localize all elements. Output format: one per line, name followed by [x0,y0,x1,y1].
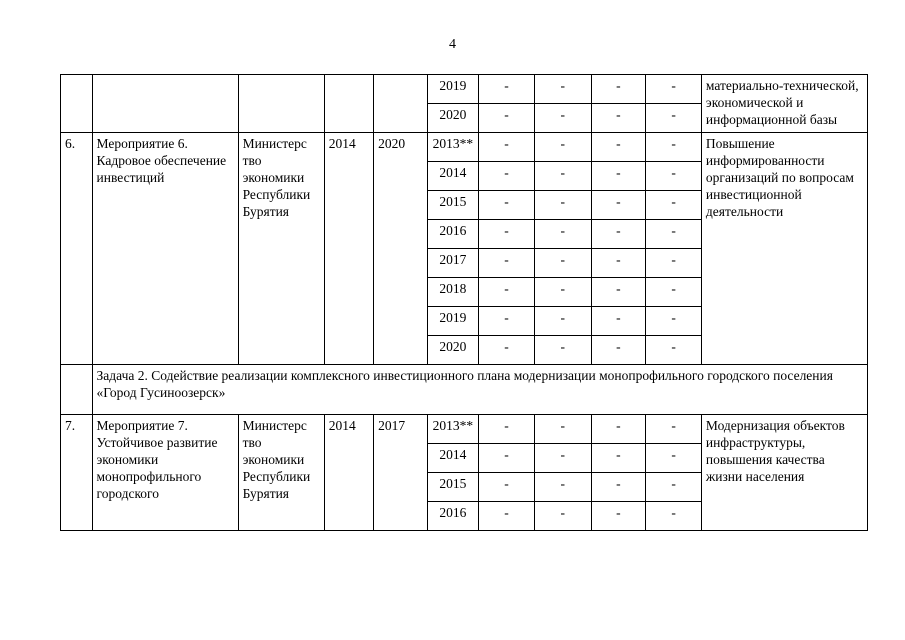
value-cell: - [646,502,702,531]
page-number: 4 [449,37,456,52]
num-cell [61,365,93,415]
year-cell: 2014 [427,444,478,473]
value-cell: - [534,307,591,336]
start-year-cell: 2014 [324,415,373,531]
value-cell: - [646,220,702,249]
value-cell: - [591,278,646,307]
value-cell: - [534,220,591,249]
value-cell: - [646,444,702,473]
executor-cell: Министерс тво экономики Республики Бурятия [238,133,324,365]
value-cell: - [591,336,646,365]
value-cell: - [479,104,535,133]
value-cell: - [479,307,535,336]
measure-7-block [61,415,868,531]
year-cell: 2016 [427,220,478,249]
table-row [61,415,868,444]
value-cell: - [534,415,591,444]
num-cell: 6. [61,133,93,365]
year-cell: 2020 [427,336,478,365]
start-year-cell [324,75,373,133]
value-cell: - [479,75,535,104]
measure-name-cell: Мероприятие 7. Устойчивое развитие экономики монопрофильного городского [92,415,238,531]
table-row [61,133,868,162]
value-cell: - [534,473,591,502]
value-cell: - [479,502,535,531]
value-cell: - [479,133,535,162]
year-cell: 2013** [427,133,478,162]
value-cell: - [591,191,646,220]
value-cell: - [646,75,702,104]
value-cell: - [646,415,702,444]
value-cell: - [479,336,535,365]
value-cell: - [591,473,646,502]
value-cell: - [534,133,591,162]
value-cell: - [591,162,646,191]
year-cell: 2015 [427,473,478,502]
value-cell: - [534,336,591,365]
value-cell: - [479,415,535,444]
start-year-cell: 2014 [324,133,373,365]
value-cell: - [646,249,702,278]
end-year-cell: 2020 [374,133,428,365]
program-measures-table [60,74,868,531]
year-cell: 2019 [427,75,478,104]
value-cell: - [479,278,535,307]
value-cell: - [591,307,646,336]
value-cell: - [591,104,646,133]
value-cell: - [646,278,702,307]
value-cell: - [591,415,646,444]
value-cell: - [591,444,646,473]
value-cell: - [534,249,591,278]
measure-6-block [61,133,868,365]
executor-cell: Министерс тво экономики Республики Бурятия [238,415,324,531]
value-cell: - [646,133,702,162]
value-cell: - [534,191,591,220]
year-cell: 2013** [427,415,478,444]
year-cell: 2014 [427,162,478,191]
num-cell: 7. [61,415,93,531]
value-cell: - [591,249,646,278]
value-cell: - [479,473,535,502]
value-cell: - [591,220,646,249]
value-cell: - [534,502,591,531]
year-cell: 2018 [427,278,478,307]
value-cell: - [646,473,702,502]
result-cell: Повышение информированности организаций по вопросам инвестиционной деятельности [701,133,867,365]
year-cell: 2017 [427,249,478,278]
value-cell: - [479,191,535,220]
value-cell: - [646,162,702,191]
year-cell: 2016 [427,502,478,531]
value-cell: - [646,191,702,220]
value-cell: - [591,502,646,531]
value-cell: - [534,162,591,191]
year-cell: 2020 [427,104,478,133]
value-cell: - [479,220,535,249]
value-cell: - [534,444,591,473]
value-cell: - [479,162,535,191]
table-row [61,365,868,415]
value-cell: - [534,278,591,307]
year-cell: 2019 [427,307,478,336]
value-cell: - [646,336,702,365]
year-cell: 2015 [427,191,478,220]
value-cell: - [646,104,702,133]
task-2-heading: Задача 2. Содействие реализации комплексного инвестиционного плана модернизации монопрофильного городского поселения «Город Гусиноозерск» [92,365,867,415]
value-cell: - [479,249,535,278]
end-year-cell: 2017 [374,415,428,531]
executor-cell [238,75,324,133]
measure-name-cell [92,75,238,133]
end-year-cell [374,75,428,133]
value-cell: - [479,444,535,473]
value-cell: - [591,75,646,104]
value-cell: - [646,307,702,336]
value-cell: - [534,75,591,104]
table-row [61,75,868,104]
num-cell [61,75,93,133]
value-cell: - [534,104,591,133]
result-cell: Модернизация объектов инфраструктуры, повышения качества жизни населения [701,415,867,531]
result-cell: материально-технической, экономической и информационной базы [701,75,867,133]
measure-name-cell: Мероприятие 6. Кадровое обеспечение инвестиций [92,133,238,365]
value-cell: - [591,133,646,162]
